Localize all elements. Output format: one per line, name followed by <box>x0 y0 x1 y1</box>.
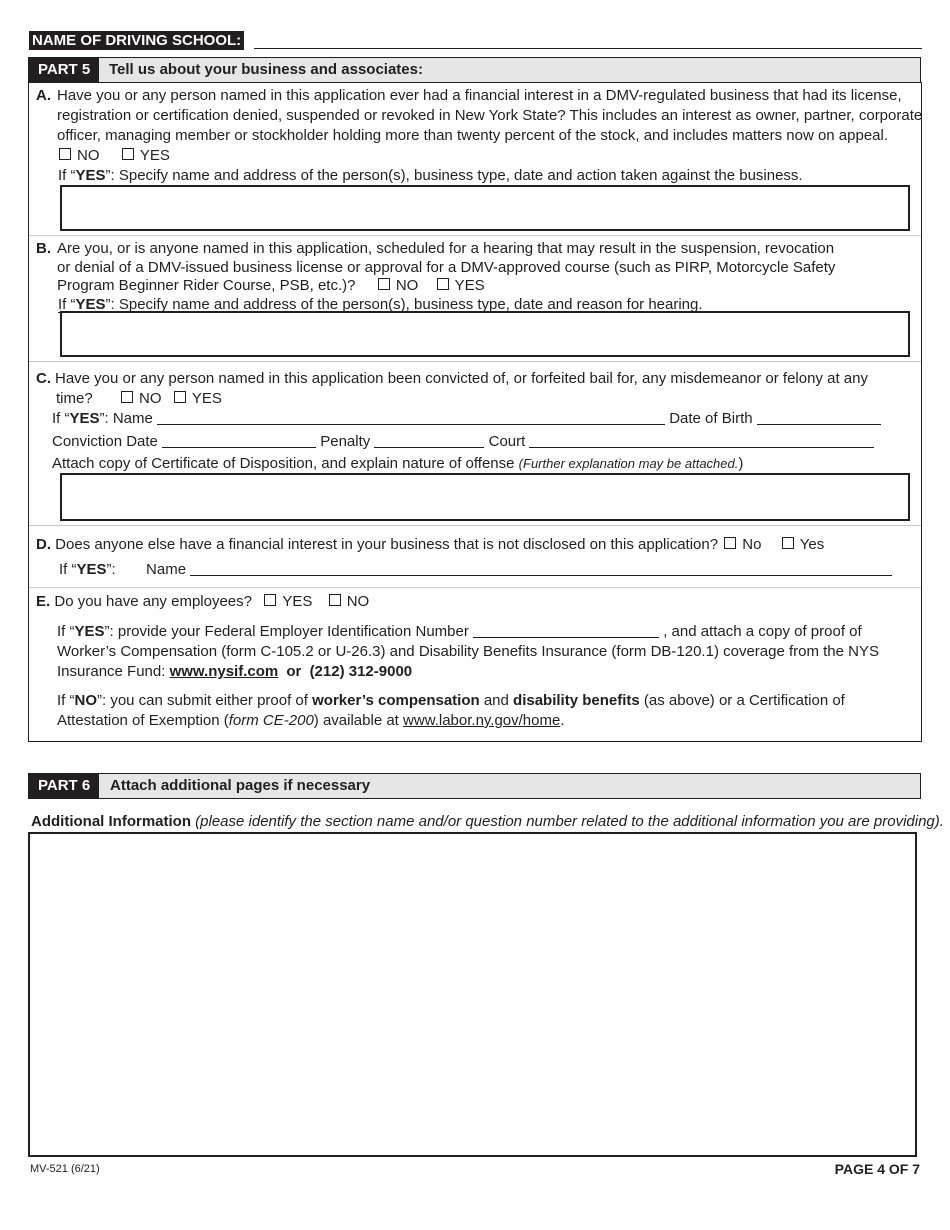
section-b-question-text: Program Beginner Rider Course, PSB, etc.)? <box>57 277 356 294</box>
section-c-name-label: ”: Name <box>99 410 153 427</box>
section-c-yes-label: YES <box>191 390 222 407</box>
section-d-question <box>36 535 824 555</box>
nysif-phone: (212) 312-9000 <box>309 663 413 680</box>
section-d-no-checkbox[interactable] <box>724 537 736 549</box>
section-d-yes-checkbox[interactable] <box>782 537 794 549</box>
divider-ab <box>29 235 921 236</box>
section-c-court-input[interactable] <box>529 433 874 448</box>
section-e-question-text: Do you have any employees? <box>54 593 252 610</box>
additional-info-label-row <box>31 812 944 832</box>
yes-emphasis: YES <box>74 623 105 640</box>
quote-open: If “ <box>58 167 76 184</box>
yes-emphasis: YES <box>69 410 100 427</box>
section-e-question <box>36 592 369 612</box>
section-c-attach-instruction <box>52 454 743 474</box>
section-c-no-label: NO <box>139 390 162 407</box>
section-e-if-yes-line3 <box>57 662 412 682</box>
part5-header <box>28 57 921 83</box>
section-b-letter: B. <box>36 240 51 257</box>
period: . <box>560 712 565 729</box>
section-d-if-yes-row <box>59 560 892 580</box>
section-a-yes-checkbox[interactable] <box>122 148 134 160</box>
section-c-penalty-label: Penalty <box>320 433 371 450</box>
nysif-link[interactable]: www.nysif.com <box>169 663 279 680</box>
divider-de <box>29 587 921 588</box>
school-name-label: NAME OF DRIVING SCHOOL: <box>29 31 244 50</box>
section-d-name-label: Name <box>146 561 187 578</box>
workers-comp-emphasis: worker’s compensation <box>312 692 480 709</box>
section-d-yes-label: Yes <box>799 536 825 553</box>
yes-emphasis: YES <box>75 296 106 313</box>
section-d-question-text: Does anyone else have a financial interest in your business that is not disclosed on this application? <box>55 536 719 553</box>
section-c-conviction-date-input[interactable] <box>162 433 316 448</box>
section-e-if-no-line2 <box>57 711 565 731</box>
section-a-if-yes-instruction <box>58 166 803 186</box>
attach-text: Attach copy of Certificate of Disposition, and explain nature of offense <box>52 455 515 472</box>
section-e-no-checkbox[interactable] <box>329 594 341 606</box>
if-no-text: ”: you can submit either proof of <box>97 692 313 709</box>
section-e-yes-label: YES <box>282 593 313 610</box>
attach-close: ) <box>738 455 744 472</box>
section-b-question-line2: or denial of a DMV-issued business license or approval for a DMV-approved course (such as PIRP, Motorcycle Safety <box>57 259 836 276</box>
quote-open: If “ <box>59 561 77 578</box>
attestation-text: Attestation of Exemption ( <box>57 712 229 729</box>
section-a-yes-label: YES <box>139 147 170 164</box>
available-at-text: ) available at <box>313 712 399 729</box>
section-c-yes-checkbox[interactable] <box>174 391 186 403</box>
section-a-no-checkbox[interactable] <box>59 148 71 160</box>
part5-title: Tell us about your business and associates: <box>109 61 423 78</box>
and-text: and <box>479 692 514 709</box>
disability-emphasis: disability benefits <box>513 692 640 709</box>
quote-open: If “ <box>58 296 76 313</box>
section-b-no-label: NO <box>395 277 419 294</box>
section-c-letter: C. <box>36 370 51 387</box>
yes-emphasis: YES <box>76 561 107 578</box>
section-a-question-line3: officer, managing member or stockholder holding more than twenty percent of the stock, and includes matters now on appeal. <box>57 127 889 144</box>
attach-note: (Further explanation may be attached. <box>518 456 739 471</box>
school-name-input-line[interactable] <box>254 48 922 49</box>
fein-instruction: ”: provide your Federal Employer Identification Number <box>104 623 469 640</box>
section-c-question-text: time? <box>56 390 93 407</box>
section-b-no-checkbox[interactable] <box>378 278 390 290</box>
additional-info-textarea[interactable] <box>28 832 917 1157</box>
additional-info-note: (please identify the section name and/or question number related to the additional information you are providing). <box>195 813 944 830</box>
quote-open: If “ <box>52 410 70 427</box>
divider-bc <box>29 361 921 362</box>
yes-emphasis: YES <box>75 167 106 184</box>
section-c-dob-label: Date of Birth <box>669 410 753 427</box>
section-c-question-line2 <box>56 389 222 409</box>
section-a-options <box>59 146 170 166</box>
if-no-rest: (as above) or a Certification of <box>639 692 845 709</box>
form-id: MV-521 (6/21) <box>30 1163 100 1175</box>
section-b-question-line1: Are you, or is anyone named in this application, scheduled for a hearing that may result in the suspension, revocation <box>57 240 835 257</box>
section-e-no-label: NO <box>346 593 370 610</box>
section-b-yes-checkbox[interactable] <box>437 278 449 290</box>
section-b-question-line3 <box>57 276 485 296</box>
section-d-letter: D. <box>36 536 51 553</box>
section-e-letter: E. <box>36 593 51 610</box>
quote-open: If “ <box>57 623 75 640</box>
section-a-question-line2: registration or certification denied, suspended or revoked in New York State? This includes an interest as owner, partner, corporate <box>57 107 923 124</box>
section-c-no-checkbox[interactable] <box>121 391 133 403</box>
section-e-if-no-line1 <box>57 691 845 711</box>
section-c-conviction-row <box>52 432 874 452</box>
no-emphasis: NO <box>74 692 97 709</box>
quote-close: ”: <box>106 561 116 578</box>
section-d-no-label: No <box>742 536 762 553</box>
section-e-yes-checkbox[interactable] <box>264 594 276 606</box>
page-number: PAGE 4 OF 7 <box>834 1161 920 1177</box>
labor-link[interactable]: www.labor.ny.gov/home <box>403 712 561 729</box>
section-e-if-yes-line1 <box>57 622 862 642</box>
fein-rest-text: , and attach a copy of proof of <box>663 623 862 640</box>
divider-cd <box>29 525 921 526</box>
section-b-yes-label: YES <box>454 277 485 294</box>
instruction-text: ”: Specify name and address of the person(s), business type, date and reason for hearing. <box>105 296 703 313</box>
section-c-court-label: Court <box>488 433 526 450</box>
section-c-name-row <box>52 409 881 429</box>
section-a-question-line1: Have you or any person named in this application ever had a financial interest in a DMV-regulated business that had its license, <box>57 87 902 104</box>
section-a-details-box[interactable] <box>60 185 910 231</box>
instruction-text: ”: Specify name and address of the person(s), business type, date and action taken against the business. <box>105 167 803 184</box>
insurance-fund-label: Insurance Fund: <box>57 663 170 680</box>
section-e-if-yes-line2: Worker’s Compensation (form C-105.2 or U-26.3) and Disability Benefits Insurance (form DB-120.1) coverage from the NYS <box>57 643 880 660</box>
part5-tag: PART 5 <box>29 58 99 82</box>
section-c-details-box[interactable] <box>60 473 910 521</box>
section-a-letter: A. <box>36 87 51 104</box>
section-c-name-input[interactable] <box>157 410 665 425</box>
section-c-conviction-date-label: Conviction Date <box>52 433 158 450</box>
quote-open: If “ <box>57 692 75 709</box>
section-b-details-box[interactable] <box>60 311 910 357</box>
section-d-name-input[interactable] <box>190 561 892 576</box>
section-c-penalty-input[interactable] <box>374 433 484 448</box>
additional-info-label: Additional Information <box>31 813 191 830</box>
or-text: or <box>286 663 302 680</box>
part6-title: Attach additional pages if necessary <box>110 777 371 794</box>
fein-input[interactable] <box>473 623 659 638</box>
section-a-no-label: NO <box>77 147 100 164</box>
part6-tag: PART 6 <box>29 774 99 798</box>
section-c-dob-input[interactable] <box>757 410 881 425</box>
part6-header <box>28 773 921 799</box>
form-ce-200: form CE-200 <box>228 712 314 729</box>
section-c-question-line1: Have you or any person named in this application been convicted of, or forfeited bail for, any misdemeanor or felony at any <box>55 370 868 387</box>
